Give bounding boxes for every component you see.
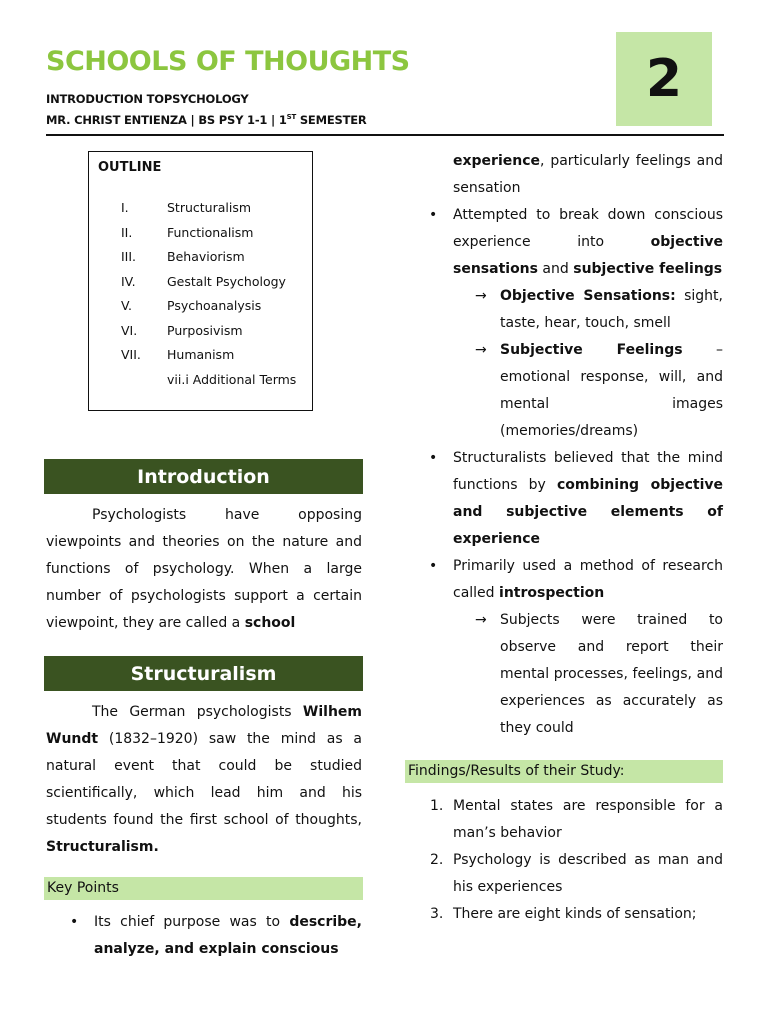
structuralism-body xyxy=(46,699,362,861)
outline-item-label: Functionalism xyxy=(167,225,254,240)
wundt-name: Wilhem Wundt xyxy=(46,704,362,747)
outline-item-number: II. xyxy=(121,225,133,240)
bullet-bold-text: subjective feelings xyxy=(573,261,723,277)
right-column xyxy=(405,148,723,742)
arrow-item xyxy=(405,283,723,337)
bullet-dot: • xyxy=(429,207,438,223)
key-points-label: Key Points xyxy=(44,877,363,900)
outline-item-number: VII. xyxy=(121,347,141,362)
list-item xyxy=(405,901,723,928)
lesson-number-badge: 2 xyxy=(616,32,712,126)
outline-title: OUTLINE xyxy=(98,160,162,175)
list-item xyxy=(405,847,723,901)
structuralism-heading: Structuralism xyxy=(44,656,363,691)
outline-item xyxy=(121,372,296,387)
findings-list xyxy=(405,793,723,928)
outline-item xyxy=(121,323,243,338)
introduction-text: Psychologists have opposing viewpoints and theories on the nature and functions of psychology. When a large number of psychologists support a certain viewpoint, they are called a xyxy=(46,507,362,631)
outline-item xyxy=(121,225,253,240)
outline-item-label: Gestalt Psychology xyxy=(167,274,286,289)
outline-item-number: IV. xyxy=(121,274,136,289)
school-term: school xyxy=(244,615,296,631)
outline-item-number: I. xyxy=(121,200,129,215)
list-item-number: 3. xyxy=(430,906,444,922)
instructor-text: MR. CHRIST ENTIENZA | BS PSY 1-1 | 1 xyxy=(46,113,287,127)
bullet-text: Primarily used a method of research called xyxy=(453,558,723,601)
arrow-icon: → xyxy=(475,342,487,358)
outline-box xyxy=(88,151,313,411)
left-column xyxy=(46,502,362,637)
outline-item-label: Behaviorism xyxy=(167,249,245,264)
arrow-bold-text: Subjective Feelings xyxy=(500,342,683,358)
bullet-bold-text: introspection xyxy=(499,585,605,601)
list-item-text: Psychology is described as man and his experiences xyxy=(453,852,723,895)
outline-item-label: Psychoanalysis xyxy=(167,298,262,313)
bullet-text: Attempted to break down conscious experience into xyxy=(453,207,723,250)
bullet-bold-text: describe, analyze, and explain conscious xyxy=(94,914,362,957)
structuralism-text: The German psychologists xyxy=(92,704,303,720)
outline-item-label: Purposivism xyxy=(167,323,243,338)
instructor-line xyxy=(46,113,367,127)
list-item xyxy=(405,793,723,847)
arrow-text: – emotional response, will, and mental images (memories/dreams) xyxy=(500,342,724,439)
bullet-text: Its chief purpose was to xyxy=(94,914,290,930)
findings-label: Findings/Results of their Study: xyxy=(405,760,723,783)
bullet-bold-text: combining objective and subjective elements of experience xyxy=(453,477,723,547)
bullet-text: and xyxy=(537,261,574,277)
bullet-text: , particularly feelings and sensation xyxy=(453,153,723,196)
outline-item-number: VI. xyxy=(121,323,138,338)
semester-text: SEMESTER xyxy=(296,113,367,127)
bullet-item xyxy=(405,553,723,607)
bullet-item xyxy=(46,909,362,963)
key-points-list-start xyxy=(46,909,362,963)
outline-item xyxy=(121,347,234,362)
arrow-item xyxy=(405,607,723,742)
arrow-icon: → xyxy=(475,612,487,628)
outline-item xyxy=(121,274,286,289)
list-item-number: 2. xyxy=(430,852,444,868)
bullet-item xyxy=(405,445,723,553)
header-divider xyxy=(46,134,724,136)
bullet-dot: • xyxy=(70,914,79,930)
bullet-dot: • xyxy=(429,558,438,574)
outline-item xyxy=(121,298,261,313)
bullet-dot: • xyxy=(429,450,438,466)
arrow-text: Subjects were trained to observe and report their mental processes, feelings, and experiences as accurately as they could xyxy=(500,612,723,736)
arrow-item xyxy=(405,337,723,445)
introduction-paragraph xyxy=(46,502,362,637)
ordinal-suffix: ST xyxy=(286,113,297,122)
outline-item-label: Humanism xyxy=(167,347,235,362)
list-item-number: 1. xyxy=(430,798,444,814)
bullet-continuation xyxy=(405,148,723,202)
outline-item xyxy=(121,249,245,264)
arrow-bold-text: Objective Sensations: xyxy=(500,288,676,304)
document-title: SCHOOLS OF THOUGHTS xyxy=(46,46,410,77)
course-subtitle: INTRODUCTION TOPSYCHOLOGY xyxy=(46,92,249,106)
bullet-bold-text: objective sensations xyxy=(453,234,723,277)
outline-item-label: Structuralism xyxy=(167,200,252,215)
structuralism-term: Structuralism. xyxy=(46,839,159,855)
structuralism-text: (1832–1920) saw the mind as a natural event that could be studied scientifically, which lead him and his students found the first school of thoughts, xyxy=(46,731,362,828)
bullet-item xyxy=(405,202,723,283)
bullet-bold-text: experience xyxy=(453,153,541,169)
bullet-text: Structuralists believed that the mind functions by xyxy=(453,450,723,493)
outline-item-number: III. xyxy=(121,249,137,264)
list-item-text: Mental states are responsible for a man’s behavior xyxy=(453,798,723,841)
list-item-text: There are eight kinds of sensation; xyxy=(453,906,697,922)
outline-item-label: vii.i Additional Terms xyxy=(167,372,297,387)
arrow-icon: → xyxy=(475,288,487,304)
introduction-heading: Introduction xyxy=(44,459,363,494)
outline-item xyxy=(121,200,251,215)
outline-item-number: V. xyxy=(121,298,132,313)
structuralism-paragraph xyxy=(46,699,362,861)
arrow-text: sight, taste, hear, touch, smell xyxy=(500,288,723,331)
